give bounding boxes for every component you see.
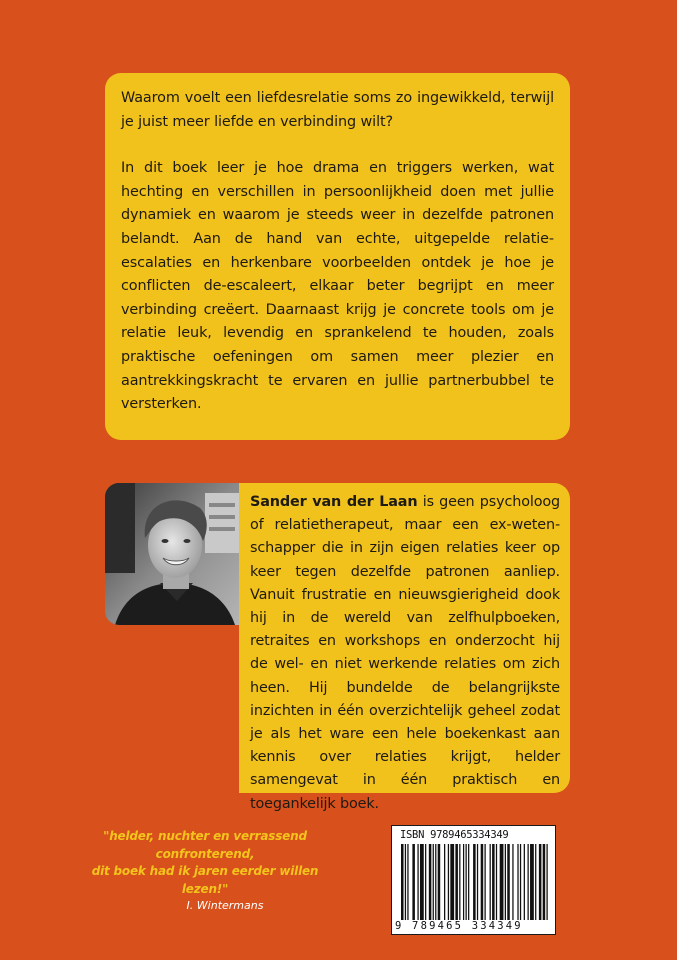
author-bio-text: is geen psycholoog of relatietherapeut, maar een ex-weten-schapper die in zijn eigen relaties keer op keer tegen dezelfde patronen aanliep. Vanuit frustratie en nieuwsgierigheid dook hij in de wereld van zelfhulpboeken, retraites en workshops en onderzocht hij de wel- en niet werkende relaties om zich heen. Hij bundelde de belangrijkste inzichten in één overzichtelijk geheel zodat je als het ware een hele boekenkast aan kennis over relaties krijgt, helder samengevat in één praktisch en toegankelijk boek. — [250, 494, 560, 812]
barcode-bar — [466, 844, 467, 920]
author-photo — [105, 483, 239, 625]
barcode-bar — [444, 844, 445, 920]
barcode-bar — [535, 844, 536, 920]
barcode-bar — [420, 844, 424, 920]
barcode-bar — [405, 844, 406, 920]
barcode-bar — [438, 844, 441, 920]
barcode-bar — [500, 844, 504, 920]
barcode-bar — [507, 844, 510, 920]
barcode-bar — [455, 844, 458, 920]
barcode-bar — [429, 844, 432, 920]
barcode-bars — [401, 844, 549, 920]
barcode-bar — [505, 844, 506, 920]
barcode-number: 9 789465 334349 — [395, 920, 523, 932]
barcode-bar — [407, 844, 408, 920]
blurb-question: Waarom voelt een liefdesrelatie soms zo ingewikkeld, terwijl je juist meer liefde en verbinding wilt? — [121, 90, 554, 130]
barcode-bar — [433, 844, 434, 920]
barcode-bar — [417, 844, 418, 920]
barcode-bar — [528, 844, 529, 920]
author-bio-panel — [239, 483, 570, 812]
barcode-bar — [412, 844, 415, 920]
author-name: Sander van der Laan — [250, 494, 418, 510]
barcode-bar — [546, 844, 547, 920]
barcode-bar — [496, 844, 497, 920]
barcode-bar — [459, 844, 460, 920]
barcode-bar — [473, 844, 476, 920]
barcode-bar — [435, 844, 436, 920]
barcode-bar — [425, 844, 426, 920]
barcode-bar — [484, 844, 485, 920]
barcode-bar — [492, 844, 495, 920]
author-portrait-image — [105, 483, 239, 625]
isbn-label: ISBN 9789465334349 — [400, 829, 509, 841]
barcode-bar — [512, 844, 513, 920]
barcode-bar — [463, 844, 464, 920]
quote-attribution: I. Wintermans — [186, 899, 264, 912]
quote-line-1: "helder, nuchter en verrassend confronterend, — [103, 829, 307, 861]
barcode-bar — [517, 844, 518, 920]
blurb-panel — [105, 73, 570, 440]
barcode-bar — [543, 844, 546, 920]
barcode-bar — [520, 844, 521, 920]
barcode-bar — [490, 844, 491, 920]
barcode-bar — [401, 844, 404, 920]
author-bio — [250, 491, 560, 816]
barcode-bar — [524, 844, 525, 920]
endorsement-quote — [70, 828, 340, 914]
quote-line-2: dit boek had ik jaren eerder willen lezen!" — [91, 864, 319, 896]
barcode-bar — [477, 844, 478, 920]
barcode-bar — [530, 844, 534, 920]
barcode-bar — [481, 844, 484, 920]
isbn-barcode — [391, 825, 556, 935]
barcode-bar — [448, 844, 449, 920]
blurb-body: In dit boek leer je hoe drama en triggers werken, wat hechting en verschillen in persoonlijkheid doen met jullie dynamiek en waarom je steeds weer in dezelfde patronen belandt. Aan de hand van echte, uitgepelde relatie-escalaties en herkenbare voorbeelden ontdek je hoe je conflicten de-escaleert, elkaar beter begrijpt en meer verbinding creëert. Daarnaast krijg je concrete tools om je relatie leuk, levendig en sprankelend te houden, zoals praktische oefeningen om samen meer plezier en aantrekkingskracht te ervaren en jullie partnerbubbel te versterken. — [121, 160, 554, 413]
barcode-bar — [450, 844, 454, 920]
barcode-bar — [539, 844, 542, 920]
barcode-bar — [468, 844, 469, 920]
